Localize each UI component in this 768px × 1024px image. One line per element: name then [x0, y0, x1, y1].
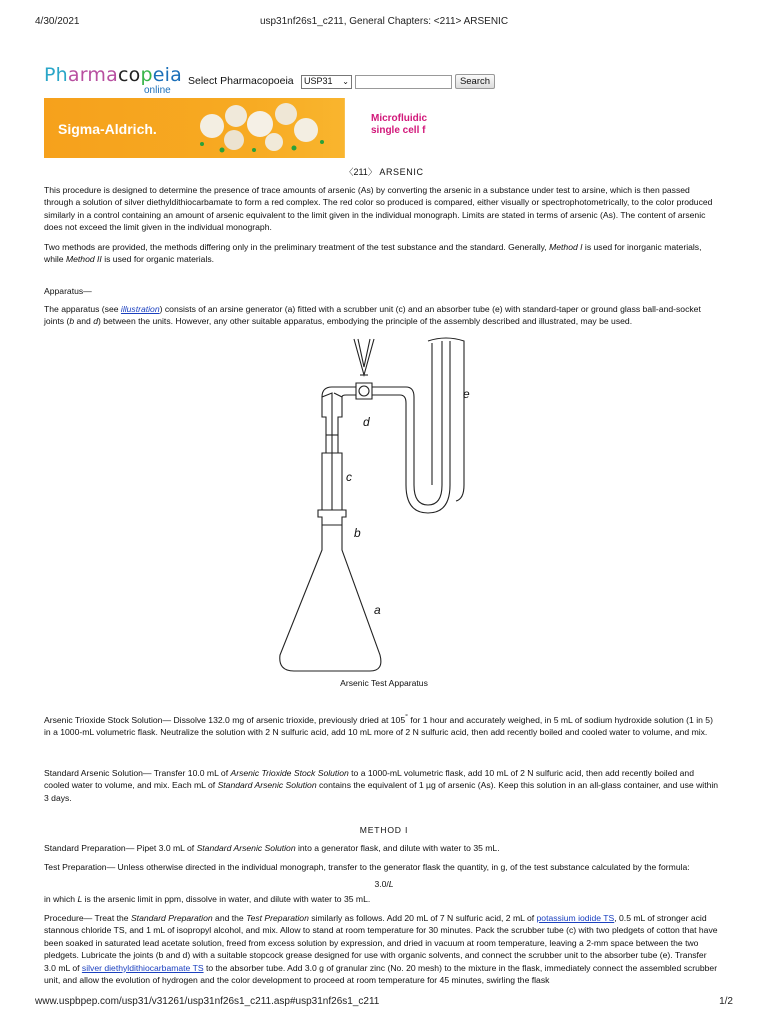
preparation-ref: Standard Preparation — [130, 913, 213, 923]
label-c: c — [346, 470, 352, 484]
text-run: is used for organic materials. — [101, 254, 215, 265]
banner-cells-image — [194, 102, 344, 156]
method-ref: Method I — [549, 242, 583, 252]
text-run: in which — [44, 894, 78, 904]
print-date: 4/30/2021 — [35, 16, 80, 27]
procedure-paragraph — [44, 912, 720, 987]
stock-solution-paragraph — [44, 712, 720, 739]
figure-caption: Arsenic Test Apparatus — [340, 678, 428, 688]
joint-clamp — [354, 339, 374, 375]
sigma-aldrich-banner[interactable] — [44, 98, 545, 158]
banner-tag-line: single cell f — [371, 125, 426, 136]
degree-symbol: ° — [405, 713, 408, 721]
illustration-link[interactable]: illustration — [120, 304, 160, 314]
joint-ref: b — [69, 316, 75, 327]
logo-part: p — [140, 64, 153, 86]
formula-variable: L — [388, 879, 394, 889]
print-page-title: usp31nf26s1_c211, General Chapters: <211> ARSENIC — [259, 16, 509, 27]
standard-solution-paragraph — [44, 767, 720, 804]
paragraph-label: Standard Arsenic Solution— — [44, 768, 152, 778]
logo-part: arma — [67, 64, 118, 86]
text-run: to the absorber tube. Add 3.0 g of granular zinc (No. 20 mesh) to the mixture in the flask, immediately connect the assembled scrubber unit, and allow the evolution of hydrogen and the color development to proceed at room temperature for 45 minutes, swirling the flask — [44, 962, 718, 986]
text-run: and the — [212, 913, 247, 923]
standard-preparation-paragraph — [44, 842, 720, 854]
test-preparation-paragraph — [44, 861, 720, 873]
text-run: Two methods are provided, the methods differing only in the preliminary treatment of the test substance and the standard. Generally, — [44, 242, 550, 252]
banner-tagline — [371, 113, 427, 137]
chapter-name: ARSENIC — [379, 167, 424, 177]
method-heading: METHOD I — [359, 825, 409, 835]
apparatus-paragraph — [44, 303, 720, 328]
paragraph-label: Standard Preparation— — [44, 843, 135, 853]
formula-explanation — [44, 893, 720, 905]
logo-part: co — [117, 64, 141, 86]
joint-ref: d — [93, 316, 98, 327]
preparation-ref: Test Preparation — [246, 913, 309, 923]
formula-text: 3.0/ — [374, 879, 389, 889]
print-url: www.uspbpep.com/usp31/v31261/usp31nf26s1_c211.asp#usp31nf26s1_c211 — [35, 996, 380, 1007]
print-page-number: 1/2 — [719, 996, 733, 1007]
select-pharmacopoeia-label: Select Pharmacopoeia — [188, 75, 294, 87]
text-run: Pipet 3.0 mL of — [134, 843, 197, 853]
generator-flask — [280, 510, 381, 671]
apparatus-heading: Apparatus— — [44, 286, 92, 296]
label-e: e — [463, 387, 470, 401]
solution-ref: Standard Arsenic Solution — [196, 843, 296, 853]
label-b: b — [354, 526, 361, 540]
text-run: is used for inorganic materials, while — [44, 242, 702, 265]
label-a: a — [374, 603, 381, 617]
formula — [0, 878, 768, 890]
right-angle-icon: 〉 — [367, 167, 377, 177]
label-d: d — [363, 415, 370, 429]
pharmacopoeia-select[interactable] — [301, 75, 352, 89]
scrubber-tube — [322, 393, 332, 510]
text-run: ) consists of an arsine generator (a) fitted with a scrubber unit (c) and an absorber tube (e) with standard-taper or ground glass ball-and-socket joints ( — [44, 304, 701, 327]
banner-tag-line: Microfluidic — [371, 113, 428, 124]
logo-part: Ph — [44, 64, 68, 86]
arsenic-test-apparatus-drawing — [260, 335, 520, 675]
left-angle-icon: 〈 — [344, 167, 354, 177]
text-run: ) between the units. However, any other suitable apparatus, embodying the principle of the assembly described and illustrated, may be used. — [98, 316, 633, 327]
text-run: for 1 hour and accurately weighed, in 5 mL of sodium hydroxide solution (1 in 5) in a 1000-mL volumetric flask. Neutralize the solution with 2 N sulfuric acid, add 10 mL more of 2 N sulfuric acid, then add recently boiled and cooled water to volume, and mix. — [44, 714, 713, 738]
potassium-iodide-ts-link[interactable]: potassium iodide TS — [536, 913, 615, 923]
solution-ref: Arsenic Trioxide Stock Solution — [230, 768, 349, 778]
search-input[interactable] — [355, 75, 452, 89]
absorber-tube — [428, 338, 464, 501]
method-ref: Method II — [65, 254, 102, 265]
logo-part: eia — [152, 64, 182, 86]
solution-ref: Standard Arsenic Solution — [217, 780, 317, 791]
banner-brand: Sigma-Aldrich. — [58, 121, 157, 137]
text-run: Dissolve 132.0 mg of arsenic trioxide, previously dried at 105 — [171, 714, 406, 725]
formula-variable: L — [77, 894, 83, 904]
silver-diethyldithiocarbamate-ts-link[interactable]: silver diethyldithiocarbamate TS — [81, 962, 204, 973]
chevron-down-icon: ⌄ — [342, 77, 349, 87]
text-run: , 0.5 mL of stronger acid stannous chloride TS, and 1 mL of isopropyl alcohol, and mix. Allow to stand at room temperature for 30 minutes. Pack the scrubber tube (c) with two pledgets of cotton that have been soaked in saturated lead acetate solution, freed from excess solution by expression, and dried in vacuum at room temperature, leaving a 2-mm space between the two pledgets. Lubricate the joints (b and d) with a suitable stopcock grease designed for use with organic solvents, and connect the scrubber unit to the absorber tube (e). Transfer 3.0 mL of — [44, 913, 718, 973]
chapter-title — [0, 166, 768, 179]
paragraph-label: Arsenic Trioxide Stock Solution— — [44, 714, 172, 725]
text-run: to a 1000-mL volumetric flask, add 10 mL of 2 N sulfuric acid, then add recently boiled and cooled water to volume, and mix. Each mL of — [44, 768, 694, 791]
text-run: contains the equivalent of 1 µg of arsenic (As). Keep this solution in an all-glass container, and use within 3 days. — [44, 780, 719, 803]
text-run: and — [74, 316, 94, 327]
logo-subtitle: online — [144, 85, 171, 96]
chapter-number: 211 — [353, 167, 368, 177]
paragraph-label: Procedure— — [44, 913, 93, 923]
text-run: Treat the — [92, 913, 131, 923]
intro-paragraph: This procedure is designed to determine the presence of trace amounts of arsenic (As) by converting the arsenic in a substance under test to arsine, which is then passed through a solution of silver diethyldithiocarbamate to form a red complex. The red color so produced is compared, either visually or spectrophotometrically, to the color produced similarly in a control containing an amount of arsenic equivalent to the limit given in the individual monograph. Limits are stated in terms of arsenic (As). The content of arsenic does not exceed the limit given in the individual monograph. — [44, 185, 713, 233]
text-run: The apparatus (see — [44, 304, 121, 314]
paragraph-label: Test Preparation— — [44, 862, 116, 872]
text-run: similarly as follows. Add 20 mL of 7 N sulfuric acid, 2 mL of — [308, 913, 537, 923]
text-run: into a generator flask, and dilute with water to 35 mL. — [295, 843, 500, 853]
methods-paragraph — [44, 241, 720, 266]
select-value: USP31 — [304, 76, 333, 87]
text-run: Unless otherwise directed in the individual monograph, transfer to the generator flask the quantity, in g, of the test substance calculated by the formula: — [115, 862, 690, 872]
ball-socket-joint-d — [356, 383, 372, 399]
text-run: Transfer 10.0 mL of — [151, 768, 231, 778]
search-button[interactable]: Search — [455, 74, 495, 89]
text-run: is the arsenic limit in ppm, dissolve in water, and dilute with water to 35 mL. — [82, 894, 371, 904]
